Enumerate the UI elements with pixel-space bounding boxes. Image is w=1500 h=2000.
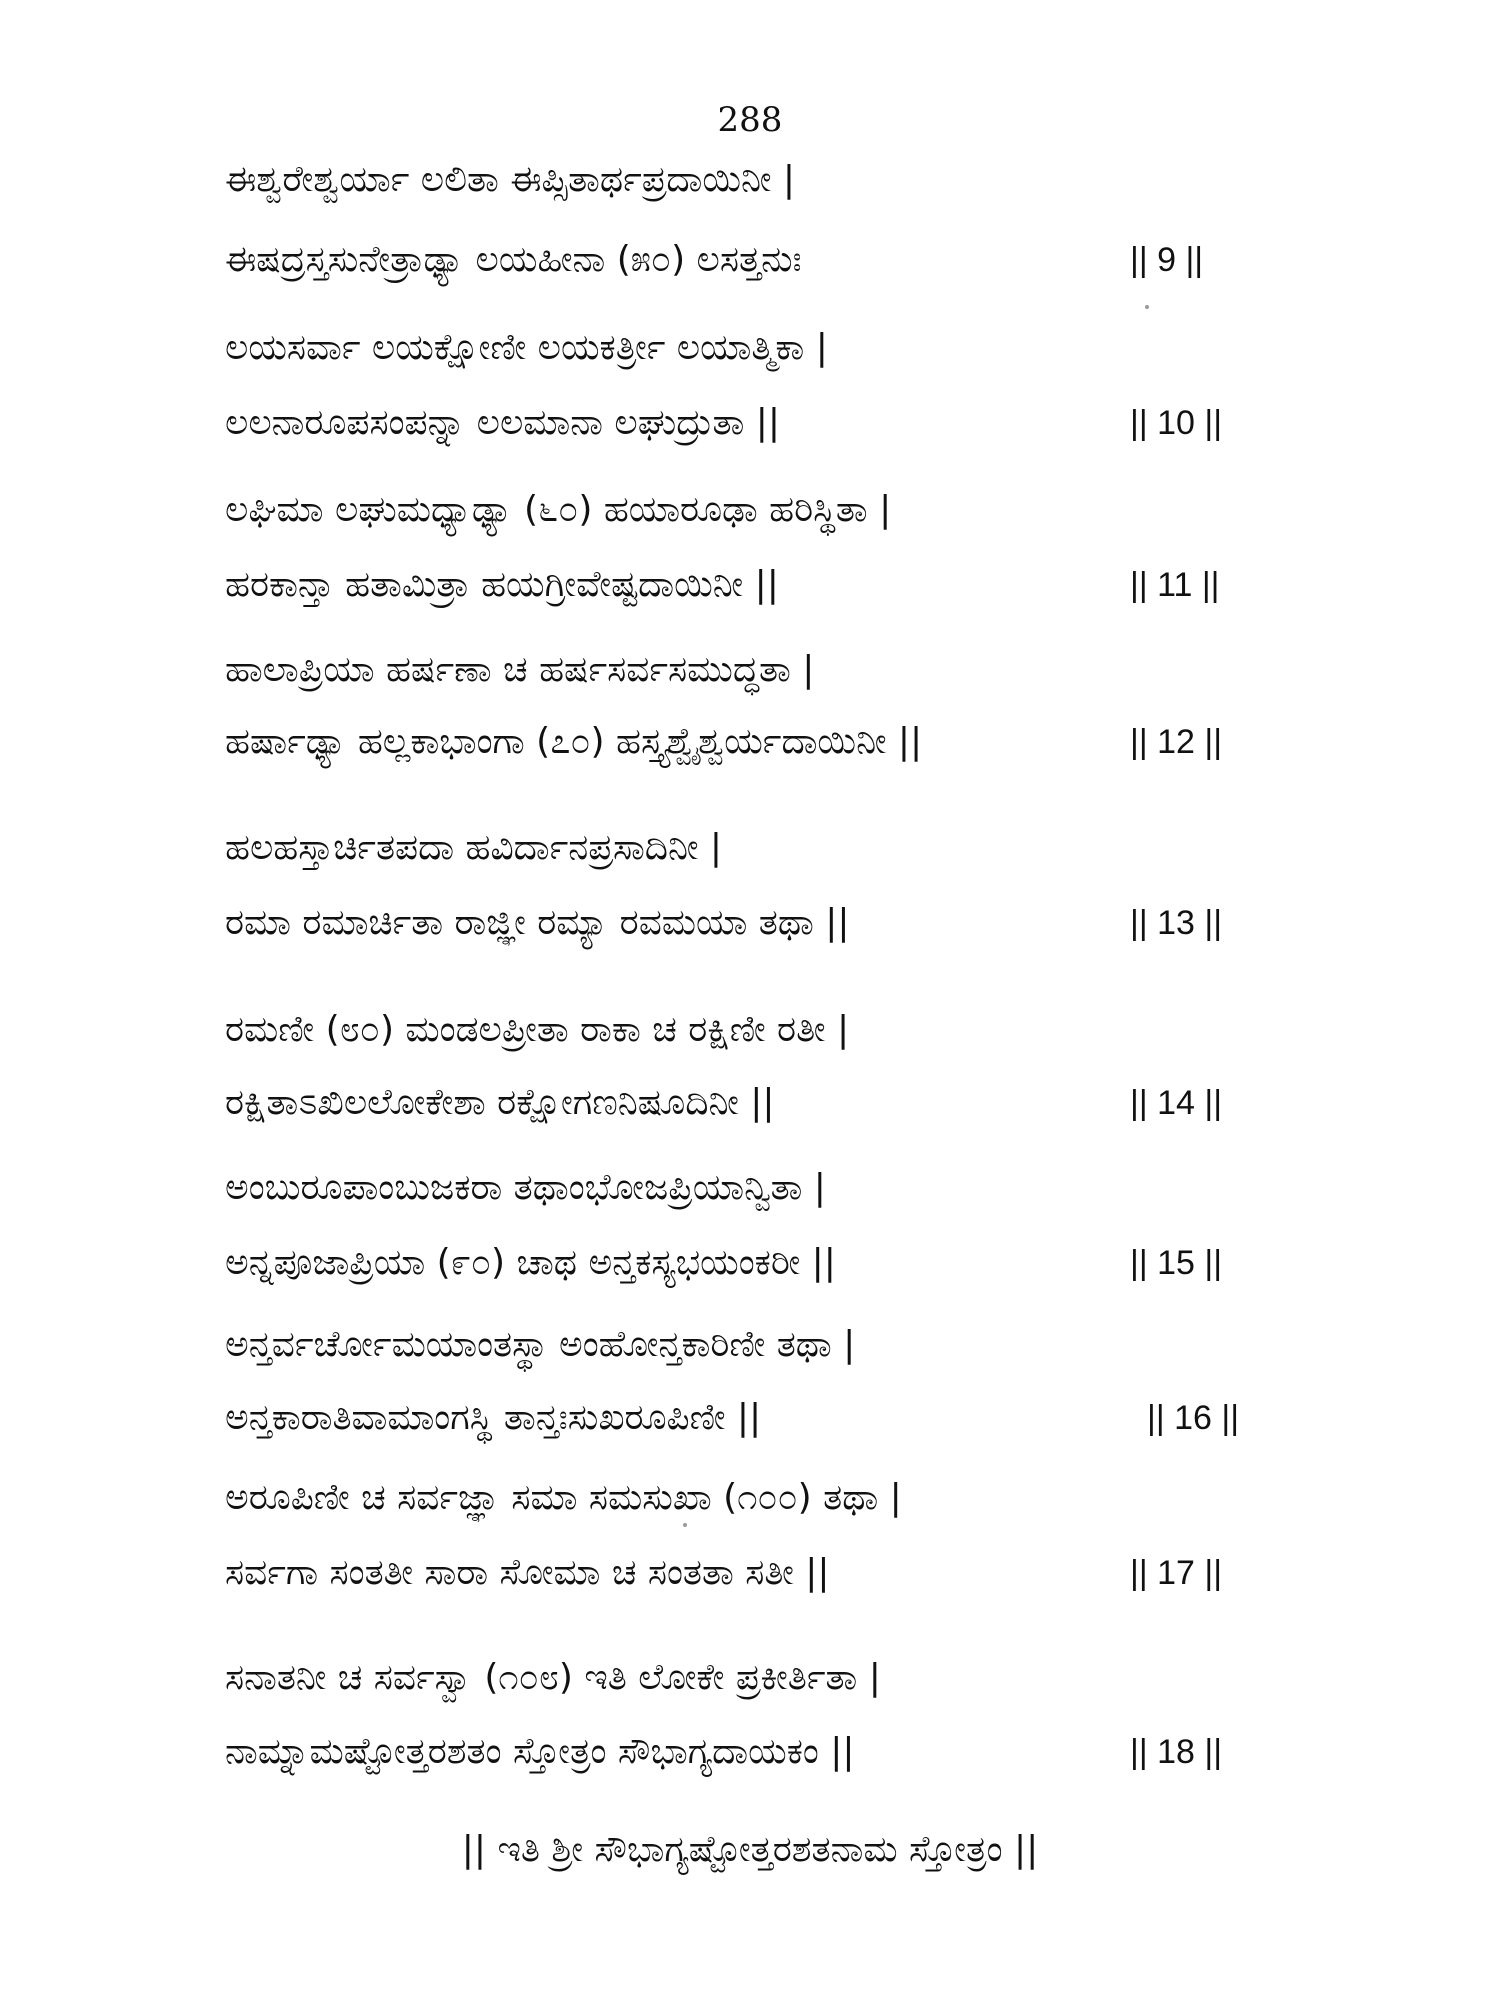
verse-text: ಲಯಸರ್ವಾ ಲಯಕ್ಷೋಣೀ ಲಯಕರ್ತ್ರೀ ಲಯಾತ್ಮಿಕಾ | [225, 327, 828, 368]
verse-13-line-2 [225, 893, 1305, 953]
verse-text: ಈಶ್ವರೇಶ್ವರ್ಯಾ ಲಲಿತಾ ಈಪ್ಸಿತಾರ್ಥಪ್ರದಾಯಿನೀ | [225, 159, 796, 200]
verse-number: || 14 || [1130, 1084, 1223, 1122]
verse-14-line-1 [225, 1000, 1305, 1060]
verse-18-line-2 [225, 1722, 1305, 1782]
verse-10-line-2 [225, 393, 1305, 453]
colophon: || ಇತಿ ಶ್ರೀ ಸೌಭಾಗ್ಯಷ್ಟೋತ್ತರಶತನಾಮ ಸ್ತೋತ್ರಂ || [461, 1829, 1039, 1870]
verse-text: ಈಷದ್ರಸ್ತಸುನೇತ್ರಾಢ್ಯಾ ಲಯಹೀನಾ (೫೦) ಲಸತ್ತನುಃ [225, 239, 802, 280]
verse-number: || 13 || [1130, 904, 1223, 942]
verse-17-line-1 [225, 1468, 1305, 1528]
verse-11-line-2 [225, 555, 1305, 615]
verse-number: || 17 || [1130, 1554, 1223, 1592]
verse-text: ಲಲನಾರೂಪಸಂಪನ್ನಾ ಲಲಮಾನಾ ಲಘುದ್ರುತಾ || [225, 402, 780, 443]
verse-12-line-1 [225, 640, 1305, 700]
verse-text: ರಮಾ ರಮಾರ್ಚಿತಾ ರಾಜ್ಞೀ ರಮ್ಯಾ ರವಮಯಾ ತಥಾ || [225, 902, 850, 943]
verse-text: ರಕ್ಷಿತಾಽಖಿಲಲೋಕೇಶಾ ರಕ್ಷೋಗಣನಿಷೂದಿನೀ || [225, 1082, 775, 1123]
verse-text: ಅನ್ನಪೂಜಾಪ್ರಿಯಾ (೯೦) ಚಾಥ ಅನ್ತಕಸ್ಯಭಯಂಕರೀ || [225, 1242, 836, 1283]
verse-number: || 16 || [1147, 1399, 1240, 1437]
verse-text: ಸರ್ವಗಾ ಸಂತತೀ ಸಾರಾ ಸೋಮಾ ಚ ಸಂತತಾ ಸತೀ || [225, 1552, 830, 1593]
verse-text: ಹಾಲಾಪ್ರಿಯಾ ಹರ್ಷಣಾ ಚ ಹರ್ಷಸರ್ವಸಮುದ್ಧತಾ | [225, 649, 815, 690]
verse-13-line-1 [225, 818, 1305, 878]
verse-15-line-2 [225, 1233, 1305, 1293]
verse-text: ಅನ್ತರ್ವರ್ಚೋಮಯಾಂತಸ್ಥಾ ಅಂಹೋನ್ತಕಾರಿಣೀ ತಥಾ | [225, 1324, 856, 1365]
verse-16-line-1 [225, 1315, 1305, 1375]
verse-18-line-1 [225, 1648, 1305, 1708]
verse-text: ಸನಾತನೀ ಚ ಸರ್ವಸ್ವಾ (೧೦೮) ಇತಿ ಲೋಕೇ ಪ್ರಕೀರ್ತಿತಾ | [225, 1657, 881, 1698]
verse-text: ಅನ್ತಕಾರಾತಿವಾಮಾಂಗಸ್ಥಿ ತಾನ್ತಃಸುಖರೂಪಿಣೀ || [225, 1397, 762, 1438]
verse-text: ಹರ್ಷಾಢ್ಯಾ ಹಲ್ಲಕಾಭಾಂಗಾ (೭೦) ಹಸ್ತ್ಯಶ್ವೈಶ್ವರ್ಯದಾಯಿನೀ || [225, 721, 923, 762]
verse-text: ಲಘಿಮಾ ಲಘುಮಧ್ಯಾಢ್ಯಾ (೬೦) ಹಯಾರೂಢಾ ಹರಿಸ್ಥಿತಾ | [225, 489, 892, 530]
verse-text: ಹಲಹಸ್ತಾರ್ಚಿತಪದಾ ಹವಿರ್ದಾನಪ್ರಸಾದಿನೀ | [225, 827, 723, 868]
page-number: 288 [717, 100, 783, 140]
verse-9-line-2 [225, 230, 1305, 290]
verse-15-line-1 [225, 1158, 1305, 1218]
verse-11-line-1 [225, 480, 1305, 540]
verse-17-line-2 [225, 1543, 1305, 1603]
verse-number: || 18 || [1130, 1733, 1223, 1771]
verse-text: ರಮಣೀ (೮೦) ಮಂಡಲಪ್ರೀತಾ ರಾಕಾ ಚ ರಕ್ಷಿಣೀ ರತೀ | [225, 1009, 850, 1050]
verse-9-line-1 [225, 150, 1305, 210]
print-speck [683, 1523, 687, 1527]
verse-number: || 10 || [1130, 404, 1223, 442]
verse-text: ಅರೂಪಿಣೀ ಚ ಸರ್ವಜ್ಞಾ ಸಮಾ ಸಮಸುಖಾ (೧೦೦) ತಥಾ | [225, 1477, 902, 1518]
verse-number: || 11 || [1130, 566, 1220, 604]
verse-number: || 15 || [1130, 1244, 1223, 1282]
verse-16-line-2 [225, 1388, 1305, 1448]
verse-12-line-2 [225, 712, 1305, 772]
print-speck [1145, 305, 1149, 309]
verse-text: ಹರಕಾನ್ತಾ ಹತಾಮಿತ್ರಾ ಹಯಗ್ರೀವೇಷ್ಟದಾಯಿನೀ || [225, 564, 779, 605]
verse-text: ನಾಮ್ನಾಮಷ್ಟೋತ್ತರಶತಂ ಸ್ತೋತ್ರಂ ಸೌಭಾಗ್ಯದಾಯಕಂ || [225, 1731, 855, 1772]
verse-text: ಅಂಬುರೂಪಾಂಬುಜಕರಾ ತಥಾಂಭೋಜಪ್ರಿಯಾನ್ವಿತಾ | [225, 1167, 826, 1208]
verse-10-line-1 [225, 318, 1305, 378]
verse-number: || 12 || [1130, 723, 1223, 761]
verse-number: || 9 || [1130, 241, 1204, 279]
verse-14-line-2 [225, 1073, 1305, 1133]
